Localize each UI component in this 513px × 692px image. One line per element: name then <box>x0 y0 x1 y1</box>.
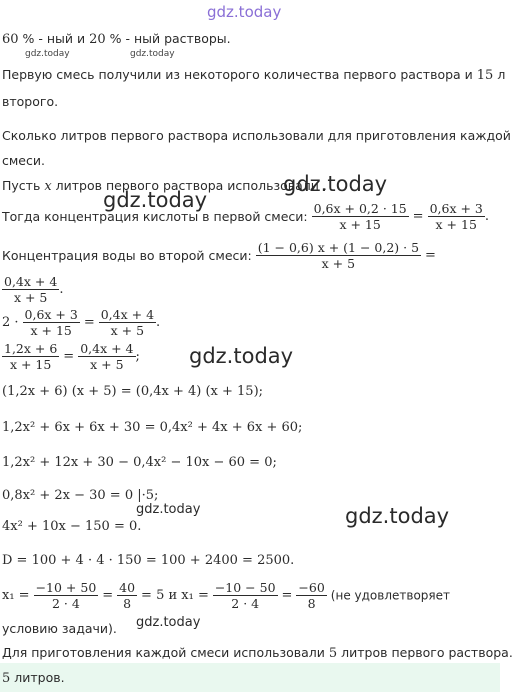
percent-20: 20 <box>89 32 106 47</box>
equation-line: 4x² + 10x − 150 = 0. <box>2 519 142 534</box>
line-19: условию задачи). <box>2 621 117 636</box>
answer-text: 5 литров. <box>2 670 65 686</box>
fraction: $\frac{0,4x + 4}{x + 5}$ <box>100 307 155 338</box>
equation-line: (1,2x + 6) (x + 5) = (0,4x + 4) (x + 15); <box>2 384 264 399</box>
watermark-main: gdz.today <box>189 344 294 368</box>
equation-line: 0,8x² + 2x − 30 = 0 |·5; <box>2 488 159 503</box>
fraction: $\frac{-60}{8}$ <box>298 580 325 611</box>
roots-line: x₁ = $\frac{-10 + 50}{2 \cdot 4}$ = $\frac{40}{8}$ = 5 и x₁ = $\frac{-10 - 50}{2 \cdot 4}$ = $\frac{-60}{8}$ (не удовлетворяет <box>2 580 450 611</box>
text-l2b: л <box>497 67 506 82</box>
line-8: Концентрация воды во второй смеси: $\frac{(1 - 0,6) x + (1 - 0,2) \cdot 5}{x + 5}$ = <box>2 240 436 271</box>
text-l8a: Концентрация воды во второй смеси: <box>2 248 252 263</box>
line-3: второго. <box>2 94 59 109</box>
watermark-main: gdz.today <box>345 504 450 528</box>
conclusion-line: Для приготовления каждой смеси использовали 5 литров первого раствора. <box>2 645 513 661</box>
fraction: $\frac{0,6x + 3}{x + 15}$ <box>429 201 483 232</box>
discriminant-line: D = 100 + 4 · 4 · 150 = 100 + 2400 = 2500. <box>2 553 295 568</box>
percent-60: 60 <box>2 32 19 47</box>
line-1 <box>2 31 231 47</box>
equation-line: 1,2x² + 12x + 30 − 0,4x² − 10x − 60 = 0; <box>2 455 277 470</box>
fraction: $\frac{0,4x + 4}{x + 5}$ <box>80 341 134 372</box>
line-11: $\frac{1,2x + 6}{x + 15}$ = $\frac{0,4x + 4}{x + 5}$ ; <box>4 341 140 372</box>
fraction: $\frac{1,2x + 6}{x + 15}$ <box>4 341 58 372</box>
line-9: $\frac{0,4x + 4}{x + 5}$ . <box>4 274 64 305</box>
line-5: смеси. <box>2 153 45 168</box>
fraction: $\frac{0,6x + 0,2 \cdot 15}{x + 15}$ <box>313 201 407 232</box>
line-10: 2 · $\frac{0,6x + 3}{x + 15}$ = $\frac{0,4x + 4}{x + 5}$ . <box>2 307 161 338</box>
watermark-main: gdz.today <box>103 188 208 212</box>
var-x: x <box>44 179 52 194</box>
equation-line: 1,2x² + 6x + 6x + 30 = 0,4x² + 4x + 6x + 60; <box>2 420 303 435</box>
watermark-small: gdz.today <box>25 49 70 59</box>
line-2 <box>2 67 505 83</box>
text-l7a: Тогда концентрация кислоты в первой смеси: <box>2 209 308 224</box>
fraction: $\frac{40}{8}$ <box>119 580 136 611</box>
text-l2: Первую смесь получили из некоторого количества первого раствора и <box>2 67 473 82</box>
watermark-main: gdz.today <box>283 172 388 196</box>
text-l6b: литров первого раствора использовали . <box>55 178 327 193</box>
watermark-top: gdz.today <box>207 3 282 21</box>
fraction: $\frac{-10 + 50}{2 \cdot 4}$ <box>35 580 97 611</box>
line-4: Сколько литров первого раствора использовали для приготовления каждой <box>2 128 511 143</box>
watermark-small: gdz.today <box>130 49 175 59</box>
watermark-medium: gdz.today <box>136 615 201 630</box>
text-l1d: % - ный растворы. <box>105 31 231 46</box>
line-7: Тогда концентрация кислоты в первой смеси: $\frac{0,6x + 0,2 \cdot 15}{x + 15}$ = $\frac{0,6x + 3}{x + 15}$ . <box>2 201 490 232</box>
fraction: $\frac{0,6x + 3}{x + 15}$ <box>24 307 78 338</box>
fraction: $\frac{0,4x + 4}{x + 5}$ <box>4 274 58 305</box>
fraction: $\frac{-10 - 50}{2 \cdot 4}$ <box>214 580 276 611</box>
text-l1b: % - ный и <box>18 31 90 46</box>
answer-box <box>0 663 500 692</box>
number-15: 15 <box>476 68 494 83</box>
watermark-medium: gdz.today <box>136 502 201 517</box>
fraction: $\frac{(1 - 0,6) x + (1 - 0,2) \cdot 5}{x + 5}$ <box>257 240 420 271</box>
text-l6a: Пусть <box>2 178 41 193</box>
